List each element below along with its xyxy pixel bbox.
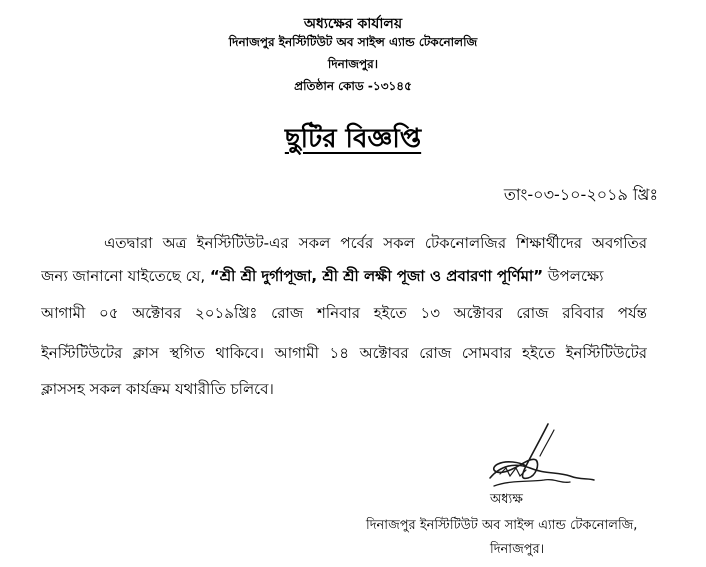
notice-title [0, 118, 706, 162]
notice-body-line-1: এতদ্বারা অত্র ইনস্টিটিউট-এর সকল পর্বের সকল টেকনোলজির শিক্ষার্থীদের অবগতির [104, 234, 647, 252]
notice-body-line-3: আগামী ০৫ অক্টোবর ২০১৯খ্রিঃ রোজ শনিবার হইতে ১৩ অক্টোবর রোজ রবিবার পর্যন্ত [41, 304, 647, 322]
institute-code: প্রতিষ্ঠান কোড -১৩১৪৫ [294, 79, 412, 93]
notice-body-line-2-start: জন্য জানানো যাইতেছে যে, [41, 267, 210, 285]
notice-date: তাং-০৩-১০-২০১৯ খ্রিঃ [503, 185, 658, 204]
notice-body-line-5: ক্লাসসহ সকল কার্যক্রম যথারীতি চলিবে। [41, 380, 274, 398]
signatory-institute: দিনাজপুর ইনস্টিটিউট অব সাইন্স এ্যান্ড টেকনোলজি, [366, 518, 638, 533]
notice-body-line-2 [41, 265, 647, 290]
notice-title-text: ছুটির বিজ্ঞপ্তি [284, 124, 422, 154]
institute-city: দিনাজপুর। [327, 57, 379, 71]
signatory-title: অধ্যক্ষ [490, 492, 523, 507]
office-heading: অধ্যক্ষের কার্যালয় [303, 16, 403, 32]
festival-names: “শ্রী শ্রী দুর্গাপূজা, শ্রী শ্রী লক্ষী পূজা ও প্রবারণা পূর্ণিমা” [209, 267, 544, 285]
notice-body-line-4: ইনস্টিটিউটের ক্লাস স্থগিত থাকিবে। আগামী ১৪ অক্টোবর রোজ সোমবার হইতে ইনস্টিটিউটের [41, 344, 647, 362]
institute-name: দিনাজপুর ইনস্টিটিউট অব সাইন্স এ্যান্ড টেকনোলজি [228, 35, 478, 49]
notice-body-line-2-end: উপলক্ষ্যে [543, 267, 604, 285]
signatory-city: দিনাজপুর। [490, 542, 545, 557]
